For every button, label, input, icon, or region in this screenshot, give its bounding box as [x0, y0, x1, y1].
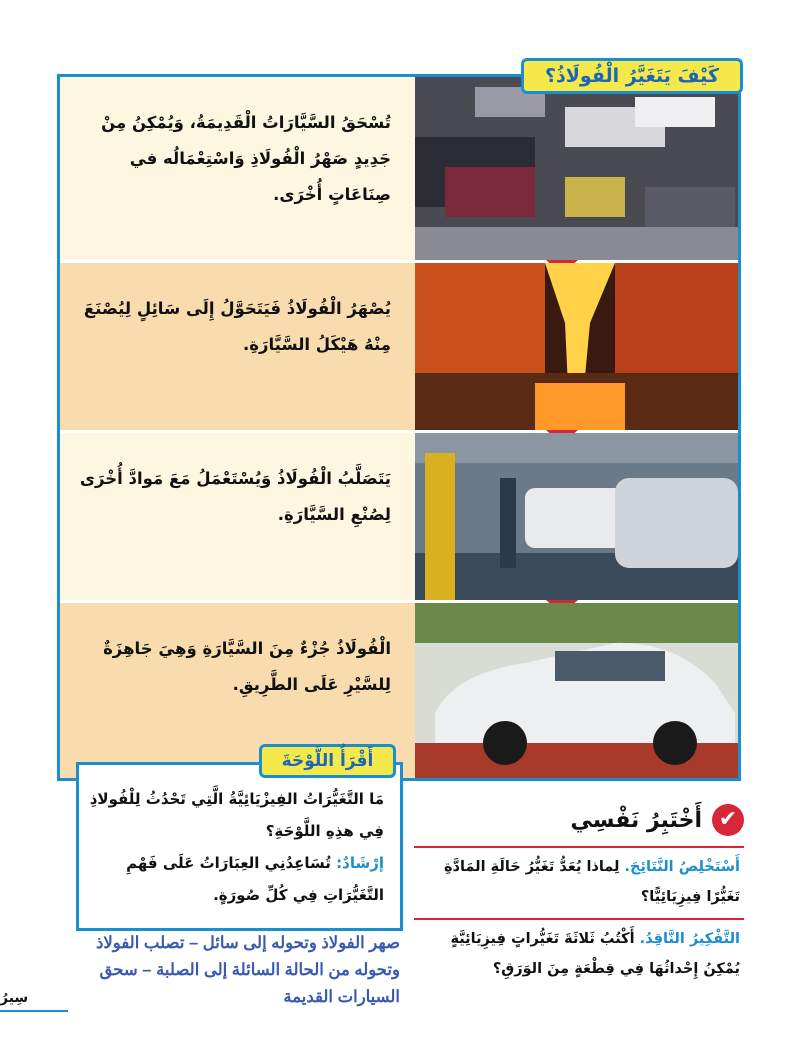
self-test-title: أَخْتَبِرُ نَفْسِي	[570, 807, 702, 833]
read-panel-tab: أَقْرَأُ اللَّوْحَةَ	[259, 744, 396, 778]
step-text-2: يُصْهَرُ الْفُولَاذُ فَيَتَحَوَّلُ إِلَى سَائِلٍ لِيُصْنَعَ مِنْهُ هَيْكَلُ السَّيَّارَةِ.	[83, 299, 391, 354]
read-hint	[89, 847, 384, 911]
self-test-section	[414, 800, 744, 984]
finished-car-photo	[415, 603, 738, 778]
car-assembly-photo	[415, 433, 738, 600]
footer-label: سِيرُ	[0, 990, 29, 1006]
question-2-text: أَكْتُبُ ثَلاثَةَ تَغَيُّراتٍ فِيزِيَائِيَّةٍ يُمْكِنُ إِحْداثُهَا فِي قِطْعَةٍ مِنَ الوَرَقِ؟	[450, 931, 740, 977]
self-test-header	[414, 800, 744, 840]
step-text-1: تُسْحَقُ السَّيَّارَاتُ الْقَدِيمَةُ، وَيُمْكِنُ مِنْ جَدِيدٍ صَهْرُ الْفُولَاذِ وَاسْتِعْمَالُه في صِنَاعَاتٍ أُخْرَى.	[101, 113, 391, 204]
page-title: كَيْفَ يَتَغَيَّرُ الْفُولَاذُ؟	[521, 58, 743, 94]
step-row-2	[60, 263, 738, 430]
read-question: مَا التَّغَيُّرَاتُ الفِيزْيَائِيَّةُ الَّتِي تَحْدُثُ لِلْفُولاذِ فِي هذِهِ اللَّوْحَةِ؟	[89, 790, 384, 840]
molten-steel-photo	[415, 263, 738, 430]
question-2	[414, 918, 744, 984]
read-panel-box	[76, 762, 403, 931]
question-2-label: التَّفْكِيرُ النَّاقِدُ.	[639, 931, 740, 947]
footer-divider	[0, 1010, 68, 1012]
hint-label: إرْشَادٌ:	[336, 854, 384, 872]
checkmark-icon: ✔	[712, 804, 744, 836]
question-1	[414, 846, 744, 912]
crushed-cars-photo	[415, 77, 738, 260]
step-row-1	[60, 77, 738, 260]
hint-text: تُسَاعِدُنِي العِبَارَاتُ عَلَى فَهْمِ التَّغَيُّرَاتِ فِي كُلِّ صُورَةٍ.	[126, 854, 384, 904]
steel-process-panel	[57, 74, 741, 781]
step-row-3	[60, 433, 738, 600]
step-text-3: يَتَصَلَّبُ الْفُولَاذُ وَيُسْتَعْمَلُ مَعَ مَوادَّ أُخْرَى لِصُنْعِ السَّيَّارَةِ.	[79, 469, 391, 524]
step-text-4: الْفُولَاذُ جُزْءٌ مِنَ السَّيَّارَةِ وَهِيَ جَاهِزَةٌ لِلسَّيْرِ عَلَى الطَّرِيقِ.	[103, 639, 391, 694]
question-1-text: لِماذا يُعَدُّ تَغَيُّرُ حَالَةِ المَادَّةِ تَغَيُّرًا فِيزِيَائِيًّا؟	[443, 859, 740, 905]
step-row-4	[60, 603, 738, 778]
question-1-label: أَسْتَخْلِصُ النَّتَائِجَ.	[624, 859, 740, 875]
handwritten-answer: صهر الفولاذ وتحوله إلى سائل – تصلب الفولاذ وتحوله من الحالة السائلة إلى الصلبة – سحق السيارات القديمة	[96, 934, 400, 1006]
